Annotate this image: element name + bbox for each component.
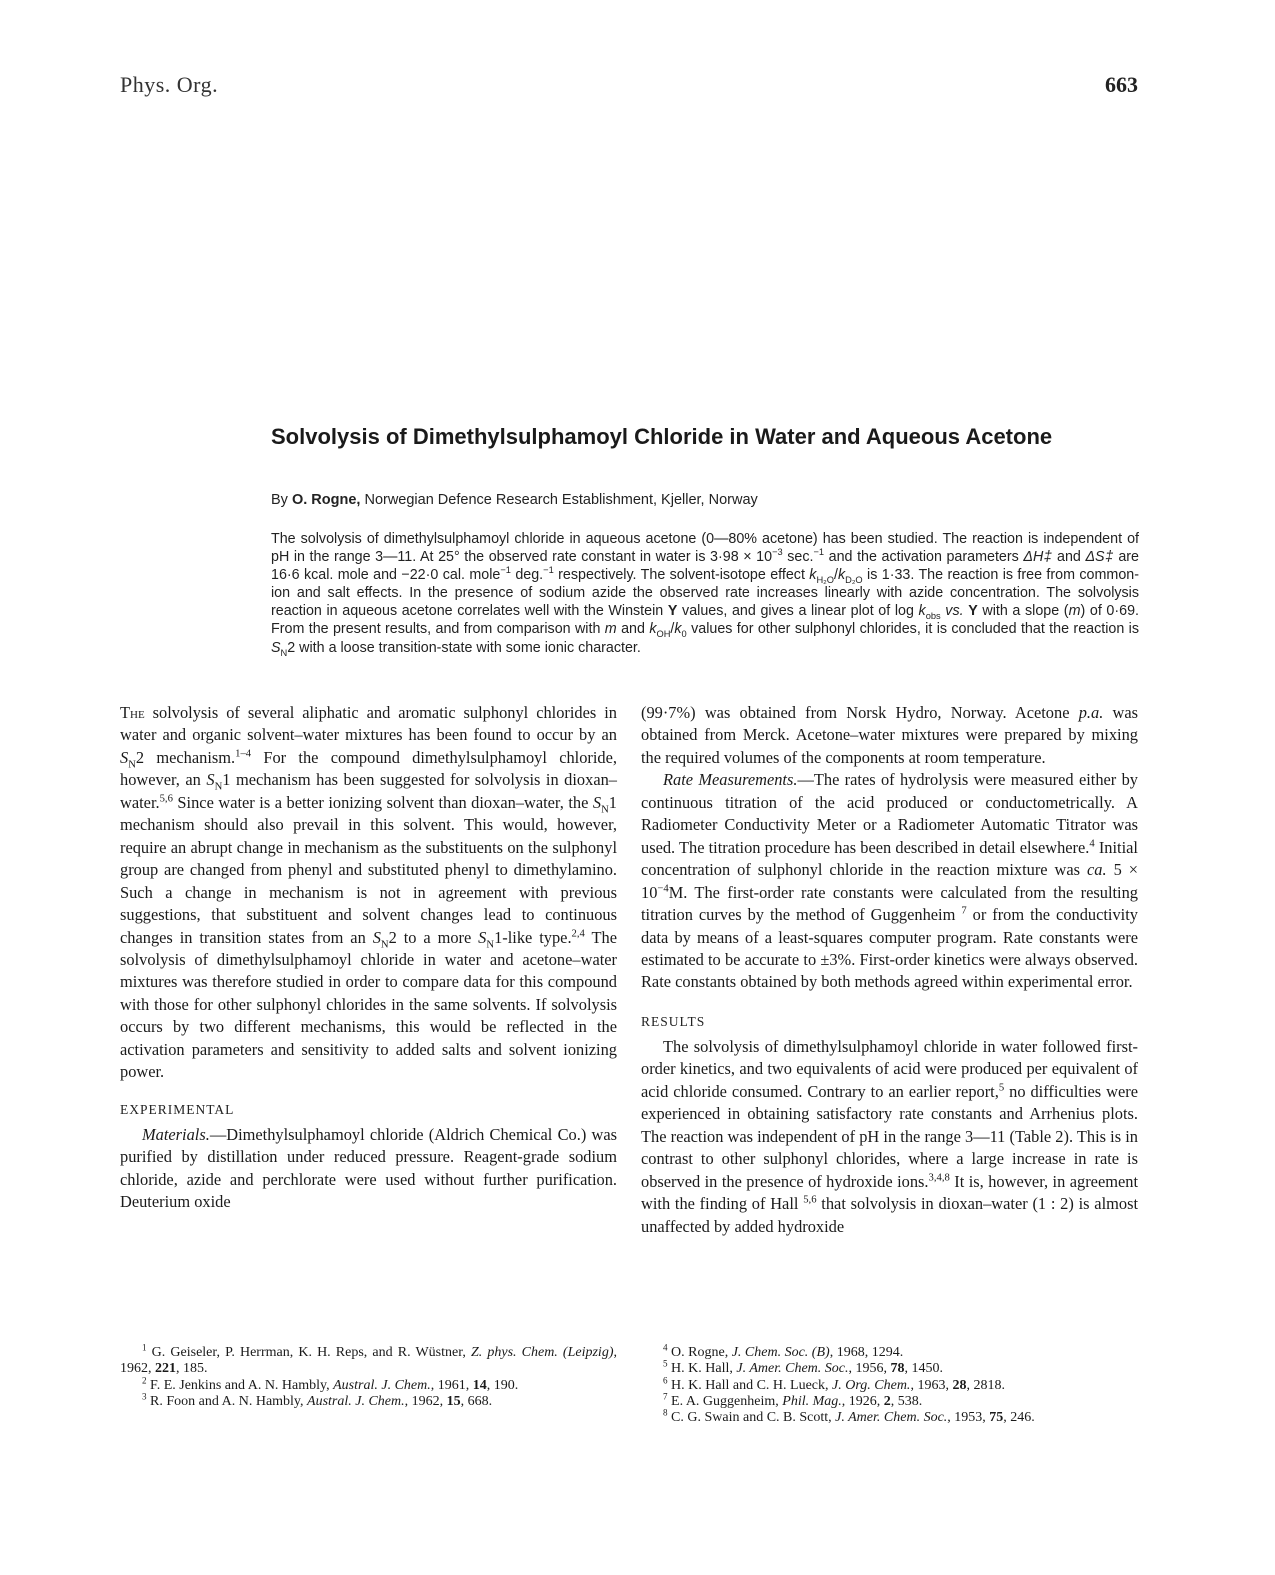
footnote: $^3$ R. Foon and A. N. Hambly, Austral. J. Chem., 1962, 15, 668.	[142, 1391, 493, 1409]
running-head-journal: Phys. Org.	[120, 72, 219, 97]
footnote: $^6$ H. K. Hall and C. H. Lueck, J. Org. Chem., 1963, 28, 2818.	[663, 1374, 1005, 1393]
footnote: $^8$ C. G. Swain and C. B. Scott, J. Amer. Chem. Soc., 1953, 75, 246.	[663, 1407, 1035, 1426]
footnotes-left	[120, 1342, 617, 1410]
materials-paragraph: Materials.—Dimethylsulphamoyl chloride (Aldrich Chemical Co.) was purified by distillation under reduced pressure. Reagent-grade sodium chloride, azide and perchlorate were used without further purification. Deuterium oxide	[120, 1124, 617, 1212]
materials-continued: (99·7%) was obtained from Norsk Hydro, Norway. Acetone p.a. was obtained from Merck. Acetone–water mixtures were prepared by mixing the required volumes of the components at room temperature.	[641, 703, 1139, 767]
article-title: Solvolysis of Dimethylsulphamoyl Chloride in Water and Aqueous Acetone	[271, 424, 1053, 449]
experimental-heading: EXPERIMENTAL	[120, 1101, 235, 1117]
abstract	[271, 530, 1139, 657]
abstract-text: The solvolysis of dimethylsulphamoyl chloride in aqueous acetone (0—80% acetone) has been studied. The reaction is independent of pH in the range 3—11. At 25° the observed rate constant in water is $3\cdot 98 \times 10^{-3}$ sec.$^{-1}$ and the activation parameters ΔH‡ and ΔS‡ are 16·6 kcal. mole and −22·0 cal. mole$^{-1}$ deg.$^{-1}$ respectively. The solvent-isotope effect $k_{H_2O}/k_{D_2O}$ is 1·33. The reaction is free from common-ion and salt effects. In the presence of sodium azide the observed rate increases linearly with azide concentration. The solvolysis reaction in aqueous acetone correlates well with the Winstein Y values, and gives a linear plot of $\log k_{obs}$ vs. Y with a slope (m) of 0·69. From the present results, and from comparison with m and $k_{OH}/k_0$ values for other sulphonyl chlorides, it is concluded that the reaction is $S_N2$ with a loose transition-state with some ionic character.	[271, 531, 1140, 658]
footnote: $^1$ G. Geiseler, P. Herrman, K. H. Reps, and R. Wüstner, Z. phys. Chem. (Leipzig), 1962, 221, 185.	[120, 1342, 617, 1377]
intro-paragraph: The solvolysis of several aliphatic and aromatic sulphonyl chlorides in water and organic solvent–water mixtures has been found to occur by an $S_N2$ mechanism.$^{1-4}$ For the compound dimethylsulphamoyl chloride, however, an $S_N1$ mechanism has been suggested for solvolysis in dioxan–water.$^{5,6}$ Since water is a better ionizing solvent than dioxan–water, the $S_N1$ mechanism should also prevail in this solvent. This would, however, require an abrupt change in mechanism as the substituents on the sulphonyl group are changed from phenyl and substituted phenyl to dimethylamino. Such a change in mechanism is not in agreement with previous suggestions, that substituent and solvent changes lead to continuous changes in transition states from an $S_N2$ to a more $S_N1$-like type.$^{2,4}$ The solvolysis of dimethylsulphamoyl chloride in water and acetone–water mixtures was therefore studied in order to compare data for this compound with those for other sulphonyl chlorides in the same solvents. If solvolysis occurs by two different mechanisms, this would be reflected in the activation parameters and sensitivity to added salts and solvent ionizing power.	[120, 703, 617, 1082]
footnote: $^7$ E. A. Guggenheim, Phil. Mag., 1926, 2, 538.	[663, 1391, 923, 1409]
left-column	[120, 702, 617, 1214]
results-paragraph: The solvolysis of dimethylsulphamoyl chloride in water followed first-order kinetics, and two equivalents of acid were produced per equivalent of acid chloride consumed. Contrary to an earlier report,$^5$ no difficulties were experienced in obtaining satisfactory rate constants and Arrhenius plots. The reaction was independent of pH in the range 3—11 (Table 2). This is in contrast to other sulphonyl chlorides, where a large increase in rate is observed in the presence of hydroxide ions.$^{3,4,8}$ It is, however, in agreement with the finding of Hall $^{5,6}$ that solvolysis in dioxan–water (1 : 2) is almost unaffected by added hydroxide	[641, 1036, 1138, 1236]
page-number: 663	[1105, 72, 1138, 97]
rate-measurements-paragraph: Rate Measurements.—The rates of hydrolysis were measured either by continuous titration of the acid produced or conductometrically. A Radiometer Conductivity Meter or a Radiometer Automatic Titrator was used. The titration procedure has been described in detail elsewhere.$^4$ Initial concentration of sulphonyl chloride in the reaction mixture was ca. $5 \times 10^{-4}M$. The first-order rate constants were calculated from the resulting titration curves by the method of Guggenheim $^7$ or from the conductivity data by means of a least-squares computer program. Rate constants were estimated to be accurate to ±3%. First-order kinetics were always observed. Rate constants obtained by both methods agreed within experimental error.	[641, 770, 1138, 992]
byline-prefix: By	[271, 492, 288, 508]
byline	[271, 492, 1139, 508]
affiliation: Norwegian Defence Research Establishment, Kjeller, Norway	[364, 492, 758, 508]
right-column	[641, 702, 1138, 1238]
results-heading: RESULTS	[641, 1013, 706, 1029]
footnote: $^2$ F. E. Jenkins and A. N. Hambly, Austral. J. Chem., 1961, 14, 190.	[142, 1374, 519, 1393]
footnote: $^4$ O. Rogne, J. Chem. Soc. (B), 1968, 1294.	[663, 1342, 904, 1360]
footnotes-right	[641, 1342, 1138, 1426]
footnote: $^5$ H. K. Hall, J. Amer. Chem. Soc., 1956, 78, 1450.	[663, 1358, 943, 1377]
author-name: O. Rogne,	[291, 492, 361, 508]
